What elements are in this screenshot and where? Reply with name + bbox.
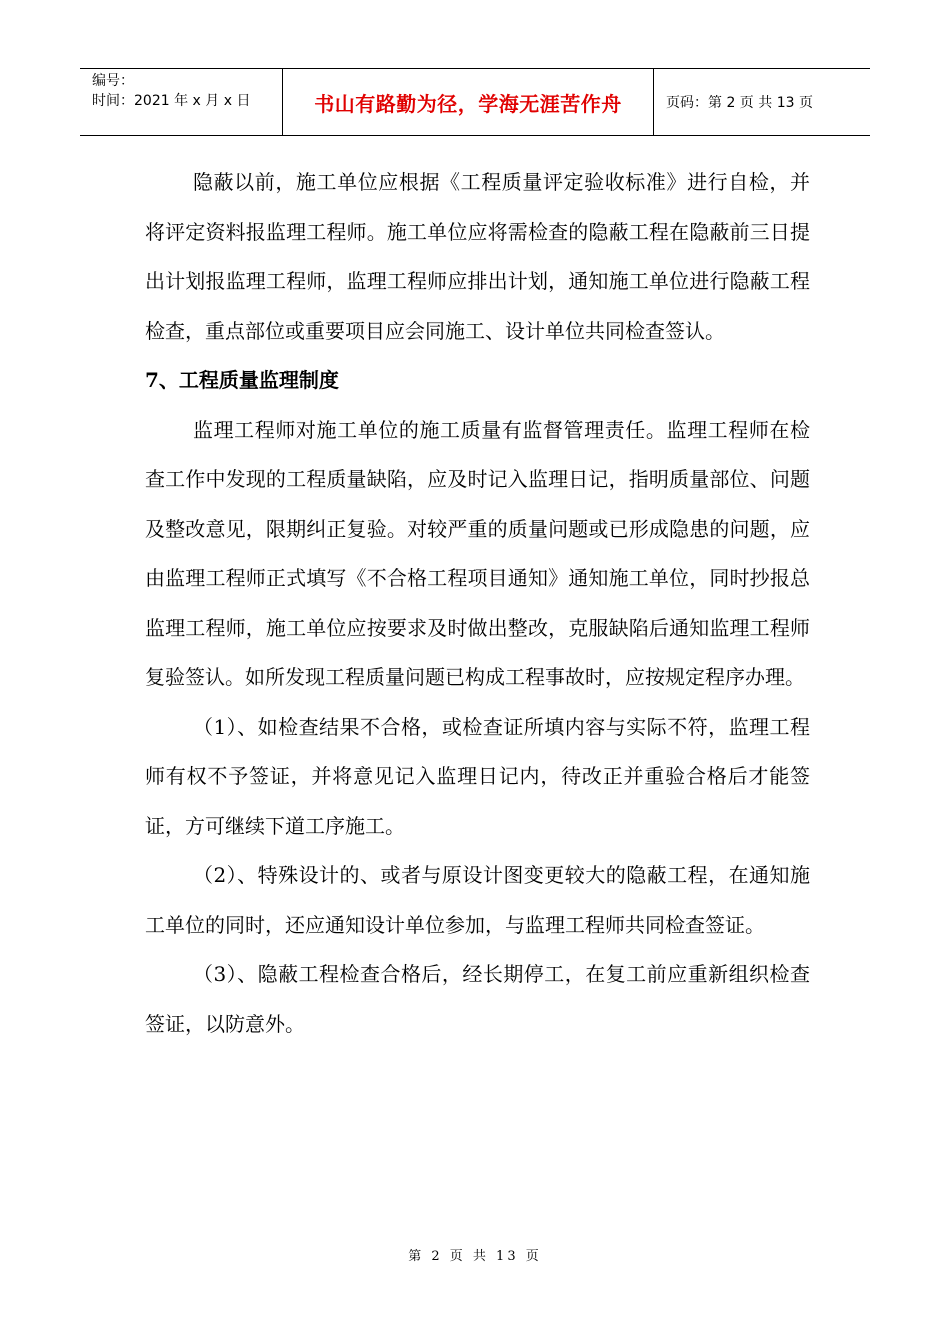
- footer-page-number: 第 2 页 共 13 页: [408, 1249, 542, 1264]
- header-motto-cell: [283, 69, 654, 135]
- header-meta-cell: [80, 69, 283, 135]
- body-paragraph: 隐蔽以前，施工单位应根据《工程质量评定验收标准》进行自检，并将评定资料报监理工程师。施工单位应将需检查的隐蔽工程在隐蔽前三日提出计划报监理工程师，监理工程师应排出计划，通知施工单位进行隐蔽工程检查，重点部位或重要项目应会同施工、设计单位共同检查签认。: [145, 170, 810, 343]
- doc-number-label: 编号：: [92, 73, 134, 89]
- document-body: [145, 158, 810, 1049]
- list-item: （3）、隐蔽工程检查合格后，经长期停工，在复工前应重新组织检查签证，以防意外。: [145, 962, 810, 1036]
- section-heading: 7、工程质量监理制度: [145, 368, 339, 392]
- header-page-info: 页码：第 2 页 共 13 页: [666, 95, 813, 111]
- list-item: （1）、如检查结果不合格，或检查证所填内容与实际不符，监理工程师有权不予签证，并将意见记入监理日记内，待改正并重验合格后才能签证，方可继续下道工序施工。: [145, 714, 810, 838]
- body-paragraph: 监理工程师对施工单位的施工质量有监督管理责任。监理工程师在检查工作中发现的工程质量缺陷，应及时记入监理日记，指明质量部位、问题及整改意见，限期纠正复验。对较严重的质量问题或已形成隐患的问题，应由监理工程师正式填写《不合格工程项目通知》通知施工单位，同时抄报总监理工程师，施工单位应按要求及时做出整改，克服缺陷后通知监理工程师复验签认。如所发现工程质量问题已构成工程事故时，应按规定程序办理。: [145, 417, 810, 689]
- header-motto: 书山有路勤为径，学海无涯苦作舟: [314, 91, 622, 116]
- date-label: 时间：2021 年 x 月 x 日: [92, 93, 251, 109]
- list-item: （2）、特殊设计的、或者与原设计图变更较大的隐蔽工程，在通知施工单位的同时，还应通知设计单位参加，与监理工程师共同检查签证。: [145, 863, 810, 937]
- page-header: [80, 68, 870, 136]
- header-page-cell: [654, 69, 870, 135]
- page-footer: [0, 1245, 950, 1264]
